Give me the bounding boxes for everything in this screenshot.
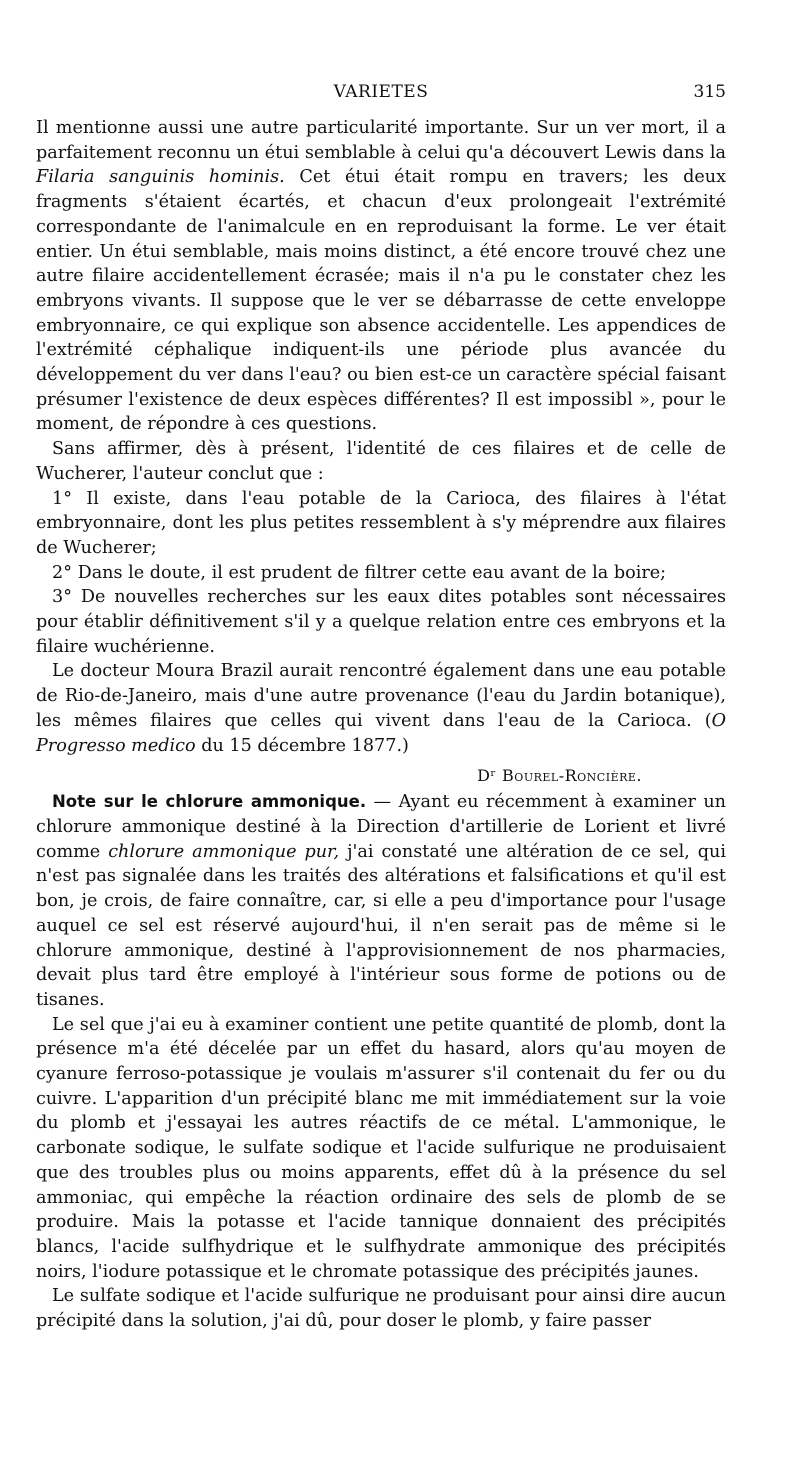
paragraph-note-chlorure: [36, 790, 726, 1012]
section-title: Note sur le chlorure ammonique.: [52, 792, 367, 812]
paragraph-text: — Ayant eu récemment à examiner un chlorure ammonique destiné à la Direction d'artillerie de Lorient et livré comme: [36, 792, 726, 862]
conclusion-item-1: 1° Il existe, dans l'eau potable de la Carioca, des filaires à l'état embryonnaire, dont les plus petites ressemblent à s'y méprendre aux filaires de Wucherer;: [36, 488, 726, 558]
paragraph-text: Il mentionne aussi une autre particularité importante. Sur un ver mort, il a parfaitement reconnu un étui semblable à celui qu'a découvert Lewis dans la: [36, 118, 726, 163]
conclusion-item-3: 3° De nouvelles recherches sur les eaux dites potables sont nécessaires pour établir définitivement s'il y a quelque relation entre ces embryons et la filaire wuchérienne.: [36, 587, 726, 657]
paragraph-filaria-sheath: [36, 116, 726, 437]
page-number: 315: [693, 82, 726, 102]
species-name: Filaria sanguinis hominis.: [36, 167, 285, 188]
paragraph-text: Le docteur Moura Brazil aurait rencontré également dans une eau potable de Rio-de-Janeiro, mais d'une autre provenance (l'eau du Jardin botanique), les mêmes filaires que celles qui vivent dans l'eau de la Carioca. (: [36, 661, 726, 731]
paragraph-text: Cet étui était rompu en travers; les deux fragments s'étaient écartés, et chacun d'eux prolongeait l'extrémité correspondante de l'animalcule en en reproduisant la forme. Le ver était entier. Un étui semblable, mais moins distinct, a été encore trouvé chez une autre filaire accidentellement écrasée; mais il n'a pu le constater chez les embryons vivants. Il suppose que le ver se débarrasse de cette enveloppe embryonnaire, ce qui explique son absence accidentelle. Les appendices de l'extrémité céphalique indiquent-ils une période plus avancée du développement du ver dans l'eau? ou bien est-ce un caractère spécial faisant présumer l'existence de deux espèces différentes? Il est impossibl », pour le moment, de répondre à ces questions.: [36, 167, 726, 435]
paragraph-conclusion-intro: Sans affirmer, dès à présent, l'identité de ces filaires et de celle de Wucherer, l'auteur conclut que :: [36, 439, 726, 484]
author-signature: [36, 762, 726, 790]
paragraph-lead-analysis: Le sel que j'ai eu à examiner contient une petite quantité de plomb, dont la présence m'a été décelée par un effet du hasard, alors qu'au moyen de cyanure ferroso-potassique je voulais m'assurer s'il contenait du fer ou du cuivre. L'apparition d'un précipité blanc me mit immédiatement sur la voie du plomb et j'essayai les autres réactifs de ce métal. L'ammonique, le carbonate sodique, le sulfate sodique et l'acide sulfurique ne produisaient que des troubles plus ou moins apparents, effet dû à la présence du sel ammoniac, qui empêche la réaction ordinaire des sels de plomb de se produire. Mais la potasse et l'acide tannique donnaient des précipités blancs, l'acide sulfhydrique et le sulfhydrate ammonique des précipités noirs, l'iodure potassique et le chromate potassique des précipités jaunes.: [36, 1014, 726, 1282]
journal-title: O Progresso medico: [36, 710, 726, 756]
product-name: chlorure ammonique pur,: [108, 841, 340, 862]
document-page: [36, 82, 726, 1334]
running-title: VARIETES: [333, 82, 429, 102]
paragraph-dosage: Le sulfate sodique et l'acide sulfurique ne produisant pour ainsi dire aucun précipité dans la solution, j'ai dû, pour doser le plomb, y faire passer: [36, 1286, 726, 1332]
paragraph-moura-brazil: [36, 659, 726, 758]
paragraph-text: j'ai constaté une altération de ce sel, qui n'est pas signalée dans les traités des altérations et falsifications et qu'il est bon, je crois, de faire connaître, car, si elle a peu d'importance pour l'usage auquel ce sel est réservé aujourd'hui, il n'en serait pas de même si le chlorure ammonique, destiné à l'approvisionnement de nos pharmacies, devait plus tard être employé à l'intérieur sous forme de potions ou de tisanes.: [36, 841, 727, 1010]
paragraph-text: du 15 décembre 1877.): [195, 735, 409, 756]
signature-prefix: Dʳ: [477, 766, 503, 786]
conclusion-item-2: 2° Dans le doute, il est prudent de filtrer cette eau avant de la boire;: [52, 562, 667, 583]
running-header: [36, 82, 726, 116]
signature-name: Bourel-Roncière.: [502, 766, 642, 786]
